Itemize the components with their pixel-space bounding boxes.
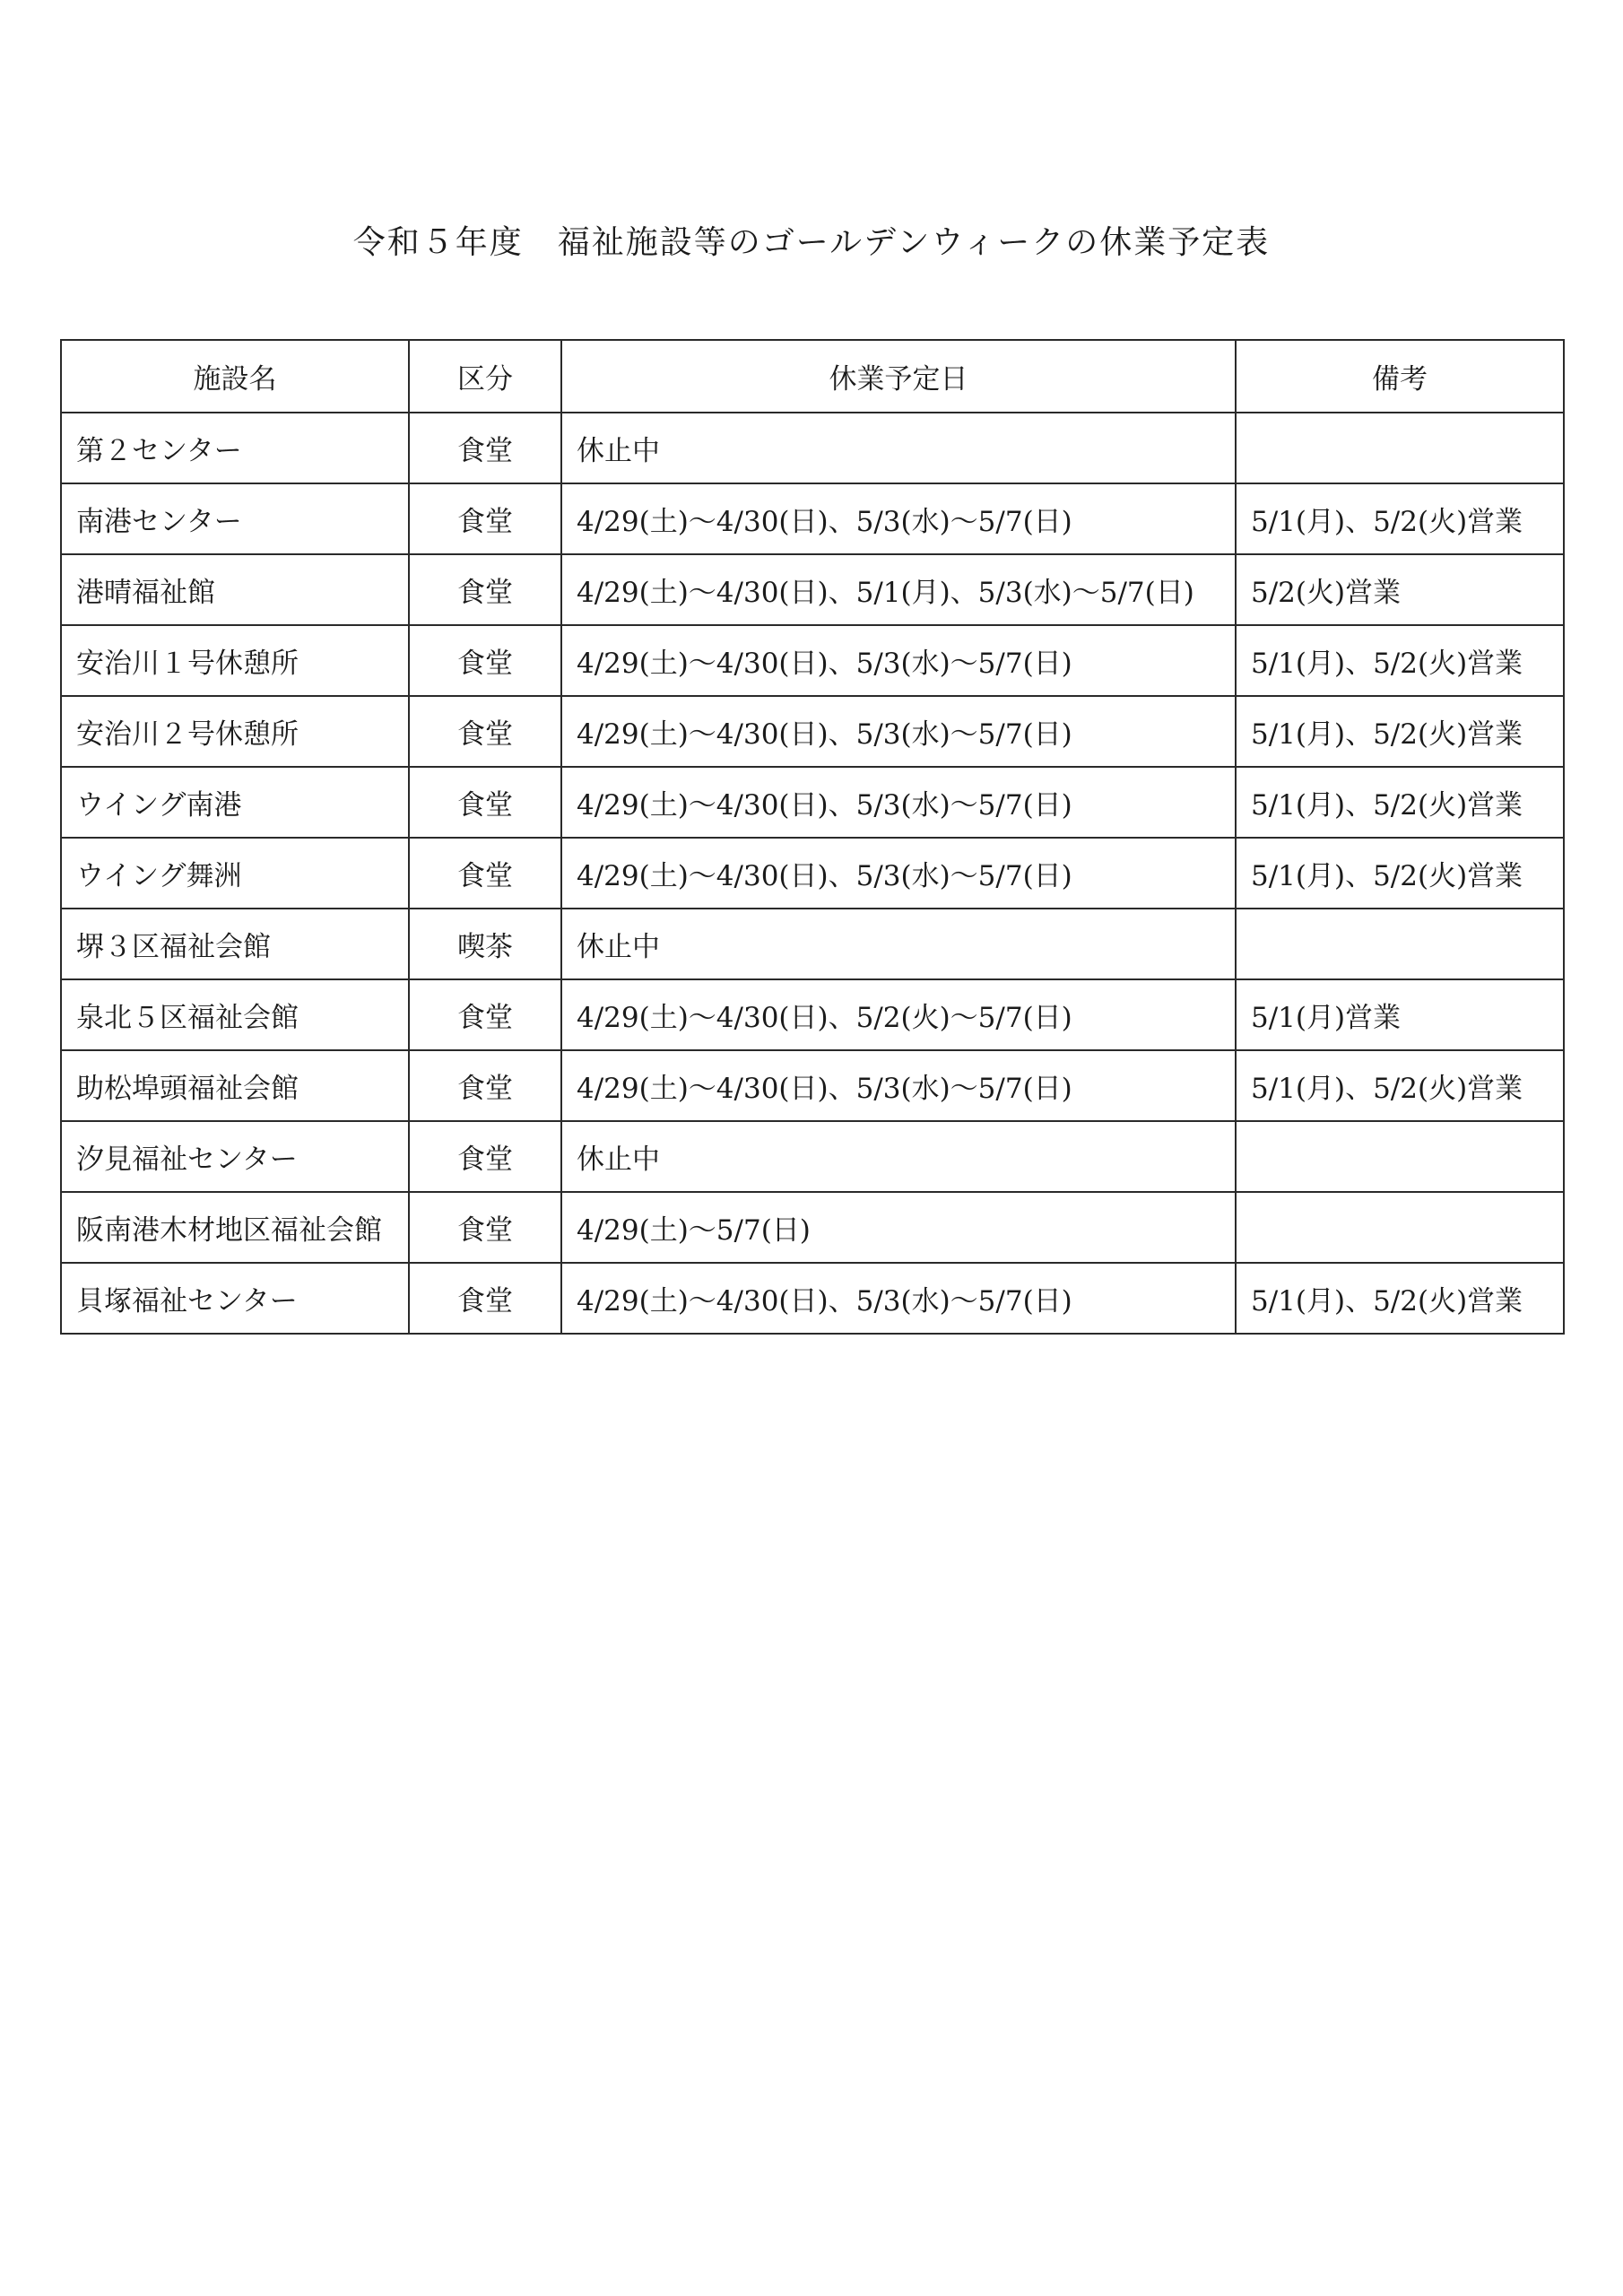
dates-cell: 4/29(土)～4/30(日)、5/3(水)～5/7(日) [561, 483, 1236, 554]
category-cell: 食堂 [409, 1192, 561, 1263]
table-header-row [61, 340, 1564, 413]
facility-cell: 汐見福祉センター [61, 1121, 409, 1192]
facility-cell: 貝塚福祉センター [61, 1263, 409, 1334]
table-row [61, 979, 1564, 1050]
remarks-cell [1236, 1192, 1564, 1263]
dates-cell: 4/29(土)～4/30(日)、5/1(月)、5/3(水)～5/7(日) [561, 554, 1236, 625]
dates-cell: 4/29(土)～4/30(日)、5/3(水)～5/7(日) [561, 1050, 1236, 1121]
header-category: 区分 [409, 340, 561, 413]
dates-cell: 4/29(土)～4/30(日)、5/3(水)～5/7(日) [561, 838, 1236, 909]
table-row [61, 554, 1564, 625]
dates-cell: 4/29(土)～4/30(日)、5/3(水)～5/7(日) [561, 767, 1236, 838]
dates-cell: 4/29(土)～4/30(日)、5/3(水)～5/7(日) [561, 1263, 1236, 1334]
category-cell: 食堂 [409, 696, 561, 767]
table-row [61, 413, 1564, 483]
category-cell: 食堂 [409, 767, 561, 838]
table-row [61, 696, 1564, 767]
facility-cell: 阪南港木材地区福祉会館 [61, 1192, 409, 1263]
table-row [61, 767, 1564, 838]
table-row [61, 1121, 1564, 1192]
facility-cell: 安治川１号休憩所 [61, 625, 409, 696]
dates-cell: 休止中 [561, 909, 1236, 979]
header-dates: 休業予定日 [561, 340, 1236, 413]
table-row [61, 1263, 1564, 1334]
header-remarks: 備考 [1236, 340, 1564, 413]
table-row [61, 909, 1564, 979]
table-body [61, 413, 1564, 1334]
facility-cell: 泉北５区福祉会館 [61, 979, 409, 1050]
closure-schedule-table [60, 339, 1565, 1335]
remarks-cell: 5/1(月)、5/2(火)営業 [1236, 625, 1564, 696]
category-cell: 食堂 [409, 625, 561, 696]
remarks-cell: 5/2(火)営業 [1236, 554, 1564, 625]
category-cell: 食堂 [409, 1050, 561, 1121]
remarks-cell: 5/1(月)、5/2(火)営業 [1236, 1263, 1564, 1334]
facility-cell: ウイング南港 [61, 767, 409, 838]
category-cell: 食堂 [409, 1121, 561, 1192]
facility-cell: 安治川２号休憩所 [61, 696, 409, 767]
facility-cell: ウイング舞洲 [61, 838, 409, 909]
facility-cell: 第２センター [61, 413, 409, 483]
dates-cell: 4/29(土)～5/7(日) [561, 1192, 1236, 1263]
remarks-cell [1236, 1121, 1564, 1192]
table-row [61, 483, 1564, 554]
header-facility: 施設名 [61, 340, 409, 413]
dates-cell: 休止中 [561, 413, 1236, 483]
table-row [61, 625, 1564, 696]
remarks-cell: 5/1(月)、5/2(火)営業 [1236, 696, 1564, 767]
dates-cell: 休止中 [561, 1121, 1236, 1192]
category-cell: 食堂 [409, 1263, 561, 1334]
category-cell: 食堂 [409, 483, 561, 554]
remarks-cell: 5/1(月)営業 [1236, 979, 1564, 1050]
dates-cell: 4/29(土)～4/30(日)、5/2(火)～5/7(日) [561, 979, 1236, 1050]
facility-cell: 助松埠頭福祉会館 [61, 1050, 409, 1121]
remarks-cell: 5/1(月)、5/2(火)営業 [1236, 767, 1564, 838]
page-title: 令和５年度 福祉施設等のゴールデンウィークの休業予定表 [352, 224, 1271, 261]
category-cell: 食堂 [409, 979, 561, 1050]
facility-cell: 港晴福祉館 [61, 554, 409, 625]
category-cell: 食堂 [409, 838, 561, 909]
dates-cell: 4/29(土)～4/30(日)、5/3(水)～5/7(日) [561, 625, 1236, 696]
remarks-cell: 5/1(月)、5/2(火)営業 [1236, 483, 1564, 554]
remarks-cell [1236, 909, 1564, 979]
table-row [61, 1050, 1564, 1121]
table-row [61, 838, 1564, 909]
remarks-cell: 5/1(月)、5/2(火)営業 [1236, 838, 1564, 909]
dates-cell: 4/29(土)～4/30(日)、5/3(水)～5/7(日) [561, 696, 1236, 767]
table-row [61, 1192, 1564, 1263]
category-cell: 喫茶 [409, 909, 561, 979]
facility-cell: 南港センター [61, 483, 409, 554]
category-cell: 食堂 [409, 554, 561, 625]
remarks-cell: 5/1(月)、5/2(火)営業 [1236, 1050, 1564, 1121]
remarks-cell [1236, 413, 1564, 483]
category-cell: 食堂 [409, 413, 561, 483]
facility-cell: 堺３区福祉会館 [61, 909, 409, 979]
